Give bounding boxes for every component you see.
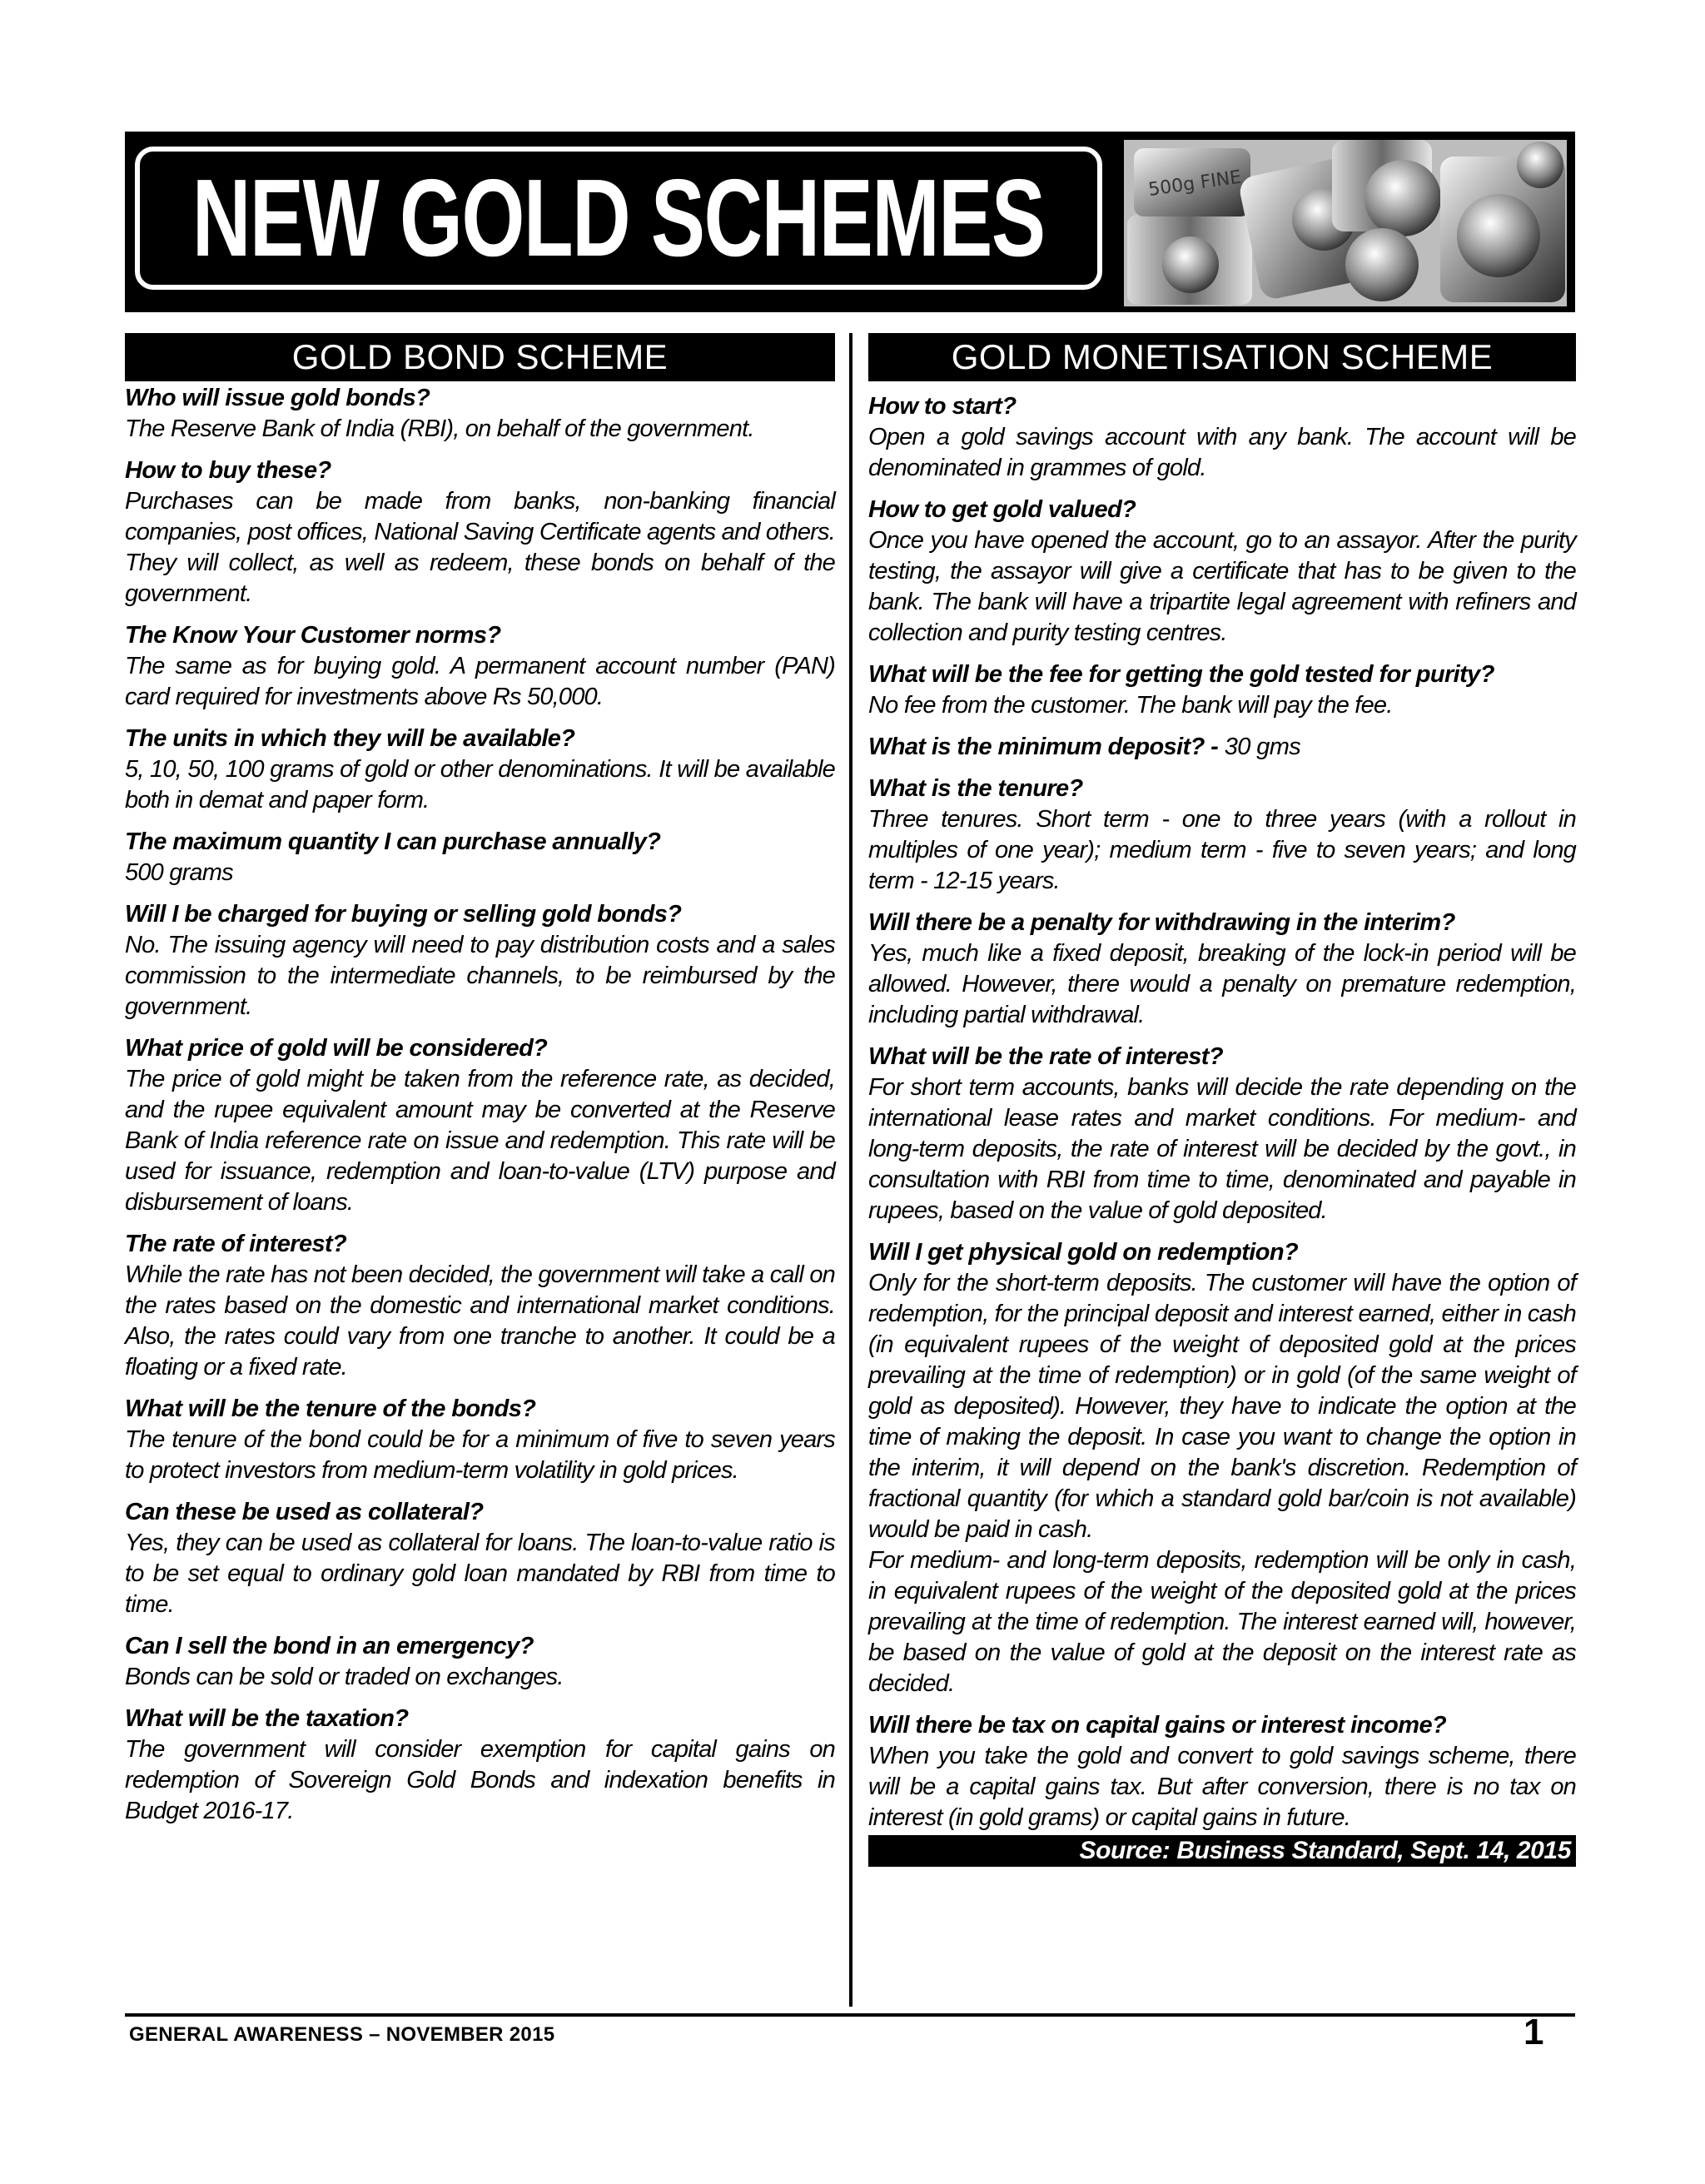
answer: Only for the short-term deposits. The customer will have the option of redemption, for the principal deposit and interest earned, either in cash (in equivalent rupees of the weight of deposited gold at the prices prevailing at the time of redemption) or in gold (of the same weight of gold as deposited). However, they have to indicate the option at the time of making the deposit. In case you want to change the option in the interim, it will depend on the bank's discretion. Redemption of fractional quantity (for which a standard gold bar/coin is not available) would be paid in cash. xyxy=(868,1270,1576,1543)
question: How to start? xyxy=(868,393,1017,420)
qa-item xyxy=(125,827,835,888)
answer: The price of gold might be taken from the reference rate, as decided, and the rupee equivalent amount may be converted at the Reserve Bank of India reference rate on issue and redemption. This rate will be used for issuance, redemption and loan-to-value (LTV) purpose and disbursement of loans. xyxy=(125,1066,835,1216)
question: What is the minimum deposit? - xyxy=(868,734,1219,760)
qa-item xyxy=(868,774,1576,897)
qa-item xyxy=(868,1042,1576,1226)
question: What price of gold will be considered? xyxy=(125,1035,548,1062)
qa-item xyxy=(125,1497,835,1620)
qa-item xyxy=(125,383,835,445)
column-divider xyxy=(849,333,852,2007)
answer: While the rate has not been decided, the government will take a call on the rates based on the domestic and international market conditions. Also, the rates could vary from one tranche to another. It could be a floating or a fixed rate. xyxy=(125,1261,835,1381)
question: Will there be tax on capital gains or interest income? xyxy=(868,1712,1447,1739)
answer: No. The issuing agency will need to pay distribution costs and a sales commission to the intermediate channels, to be reimbursed by the government. xyxy=(125,932,835,1020)
title-banner xyxy=(125,132,1575,312)
question: Who will issue gold bonds? xyxy=(125,385,430,411)
answer: Open a gold savings account with any bank. The account will be denominated in grammes of gold. xyxy=(868,424,1576,481)
question: What will be the fee for getting the gold tested for purity? xyxy=(868,661,1494,688)
qa-item xyxy=(125,1631,835,1693)
qa-item xyxy=(868,391,1576,484)
qa-item xyxy=(125,620,835,713)
qa-item xyxy=(125,899,835,1022)
question: The rate of interest? xyxy=(125,1231,347,1257)
answer: The government will consider exemption for capital gains on redemption of Sovereign Gold Bonds and indexation benefits in Budget 2016-17. xyxy=(125,1736,835,1824)
qa-item xyxy=(125,1394,835,1486)
qa-item xyxy=(868,495,1576,649)
answer: 500 grams xyxy=(125,859,233,886)
qa-item xyxy=(125,1229,835,1383)
question: The Know Your Customer norms? xyxy=(125,622,501,649)
gold-bars-image xyxy=(1124,140,1567,306)
question: Will I get physical gold on redemption? xyxy=(868,1239,1299,1266)
source-credit: Source: Business Standard, Sept. 14, 2015 xyxy=(868,1835,1576,1867)
answer: 30 gms xyxy=(1224,734,1301,760)
question: The maximum quantity I can purchase annually? xyxy=(125,828,661,855)
page-title: NEW GOLD SCHEMES xyxy=(192,157,1045,279)
question: How to buy these? xyxy=(125,457,331,484)
question: What will be the taxation? xyxy=(125,1705,409,1732)
qa-item xyxy=(125,1033,835,1218)
answer: Purchases can be made from banks, non-banking financial companies, post offices, National Saving Certificate agents and others. They will collect, as well as redeem, these bonds on behalf of the government. xyxy=(125,488,835,607)
answer: Yes, they can be used as collateral for loans. The loan-to-value ratio is to be set equal to ordinary gold loan mandated by RBI from time to time. xyxy=(125,1530,835,1618)
title-box xyxy=(135,147,1102,290)
question: Can these be used as collateral? xyxy=(125,1499,484,1525)
answer: 5, 10, 50, 100 grams of gold or other denominations. It will be available both in demat and paper form. xyxy=(125,756,835,813)
gold-bond-column xyxy=(125,333,835,1827)
qa-item xyxy=(868,1237,1576,1699)
question: What will be the tenure of the bonds? xyxy=(125,1395,536,1422)
question: Will there be a penalty for withdrawing in the interim? xyxy=(868,909,1455,936)
answer: Once you have opened the account, go to an assayor. After the purity testing, the assayor will give a certificate that has to be given to the bank. The bank will have a tripartite legal agreement with refiners and collection and purity testing centres. xyxy=(868,527,1576,646)
answer-continued: For medium- and long-term deposits, redemption will be only in cash, in equivalent rupees of the weight of the deposited gold at the prices prevailing at the time of redemption. The interest earned will, however, be based on the value of gold at the deposit on the interest rate as decided. xyxy=(868,1547,1576,1697)
answer: The Reserve Bank of India (RBI), on behalf of the government. xyxy=(125,415,754,442)
page-number: 1 xyxy=(1524,2012,1544,2052)
qa-item xyxy=(125,724,835,816)
question: How to get gold valued? xyxy=(868,496,1136,523)
qa-item xyxy=(125,1704,835,1827)
gold-monetisation-heading: GOLD MONETISATION SCHEME xyxy=(868,333,1576,381)
answer: When you take the gold and convert to gold savings scheme, there will be a capital gains tax. But after conversion, there is no tax on interest (in gold grams) or capital gains in future. xyxy=(868,1743,1576,1831)
qa-item xyxy=(868,732,1576,763)
qa-item xyxy=(125,455,835,609)
answer: No fee from the customer. The bank will pay the fee. xyxy=(868,692,1393,719)
answer: Three tenures. Short term - one to three years (with a rollout in multiples of one year); medium term - five to seven years; and long term - 12-15 years. xyxy=(868,806,1576,894)
footer-rule xyxy=(125,2013,1575,2017)
qa-item xyxy=(868,908,1576,1031)
answer: The tenure of the bond could be for a minimum of five to seven years to protect investors from medium-term volatility in gold prices. xyxy=(125,1426,835,1484)
qa-item xyxy=(868,1710,1576,1833)
answer: Bonds can be sold or traded on exchanges. xyxy=(125,1664,564,1690)
gold-monetisation-column xyxy=(868,333,1576,1867)
question: What will be the rate of interest? xyxy=(868,1043,1223,1070)
question: Will I be charged for buying or selling gold bonds? xyxy=(125,901,682,928)
svg-text:500g FINE: 500g FINE xyxy=(1146,167,1243,201)
question: Can I sell the bond in an emergency? xyxy=(125,1633,534,1659)
question: The units in which they will be available? xyxy=(125,725,575,752)
footer-issue: GENERAL AWARENESS – NOVEMBER 2015 xyxy=(129,2023,555,2046)
gold-bond-heading: GOLD BOND SCHEME xyxy=(125,333,835,381)
answer: For short term accounts, banks will decide the rate depending on the international lease rates and market conditions. For medium- and long-term deposits, the rate of interest will be decided by the govt., in consultation with RBI from time to time, denominated and payable in rupees, based on the value of gold deposited. xyxy=(868,1074,1576,1224)
question: What is the tenure? xyxy=(868,775,1083,802)
qa-item xyxy=(868,659,1576,721)
answer: Yes, much like a fixed deposit, breaking of the lock-in period will be allowed. However, there would a penalty on premature redemption, including partial withdrawal. xyxy=(868,940,1576,1028)
answer: The same as for buying gold. A permanent account number (PAN) card required for investments above Rs 50,000. xyxy=(125,653,835,710)
